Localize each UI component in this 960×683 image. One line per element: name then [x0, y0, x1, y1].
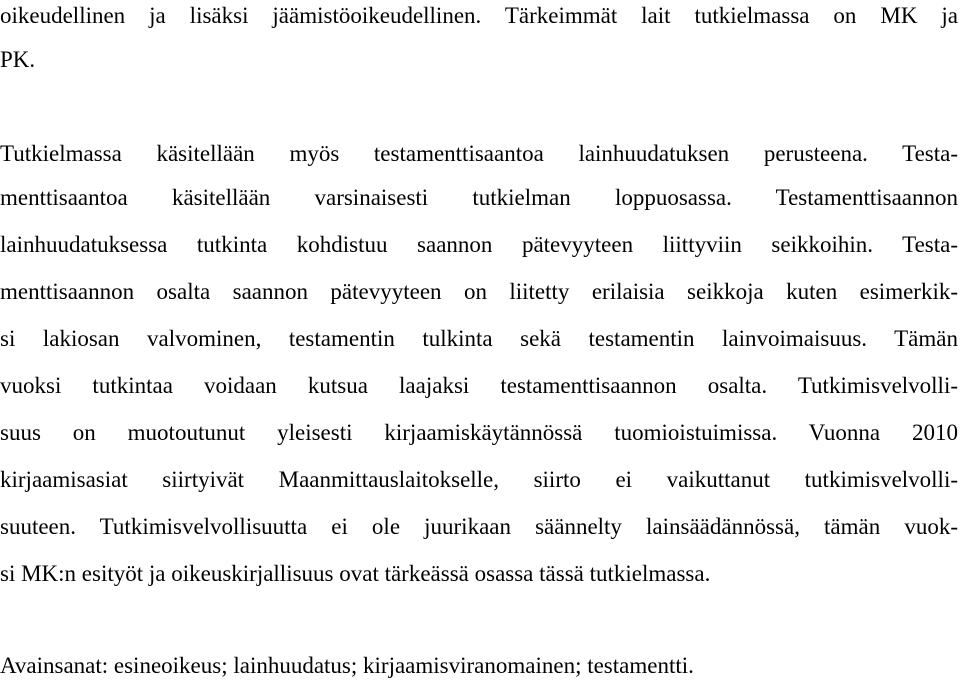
paragraph-2-line-1: Tutkielmassa käsitellään myös testamenttisaantoa lainhuudatuksen perusteena. Testa-: [0, 141, 958, 166]
paragraph-2-line-9: suuteen. Tutkimisvelvollisuutta ei ole juurikaan säännelty lainsäädännössä, tämän vuok-: [0, 514, 958, 539]
paragraph-1-line-1: oikeudellinen ja lisäksi jäämistöoikeudellinen. Tärkeimmät lait tutkielmassa on MK ja: [0, 3, 958, 28]
paragraph-2-line-3: lainhuudatuksessa tutkinta kohdistuu saannon pätevyyteen liittyviin seikkoihin. Testa-: [0, 232, 958, 257]
paragraph-2-line-10: si MK:n esityöt ja oikeuskirjallisuus ovat tärkeässä osassa tässä tutkielmassa.: [0, 561, 711, 586]
paragraph-2-line-4: menttisaannon osalta saannon pätevyyteen on liitetty erilaisia seikkoja kuten esimerkik-: [0, 279, 958, 304]
paragraph-1-line-2: PK.: [0, 47, 36, 72]
paragraph-2-line-2: menttisaantoa käsitellään varsinaisesti tutkielman loppuosassa. Testamenttisaannon: [0, 185, 958, 210]
paragraph-2-line-6: vuoksi tutkintaa voidaan kutsua laajaksi testamenttisaannon osalta. Tutkimisvelvolli-: [0, 373, 958, 398]
paragraph-2-line-5: si lakiosan valvominen, testamentin tulkinta sekä testamentin lainvoimaisuus. Tämän: [0, 326, 958, 351]
paragraph-2-line-8: kirjaamisasiat siirtyivät Maanmittauslaitokselle, siirto ei vaikuttanut tutkimisvelvolli-: [0, 467, 958, 492]
paragraph-2-line-7: suus on muotoutunut yleisesti kirjaamiskäytännössä tuomioistuimissa. Vuonna 2010: [0, 420, 958, 445]
keywords-line: Avainsanat: esineoikeus; lainhuudatus; kirjaamisviranomainen; testamentti.: [0, 653, 694, 678]
